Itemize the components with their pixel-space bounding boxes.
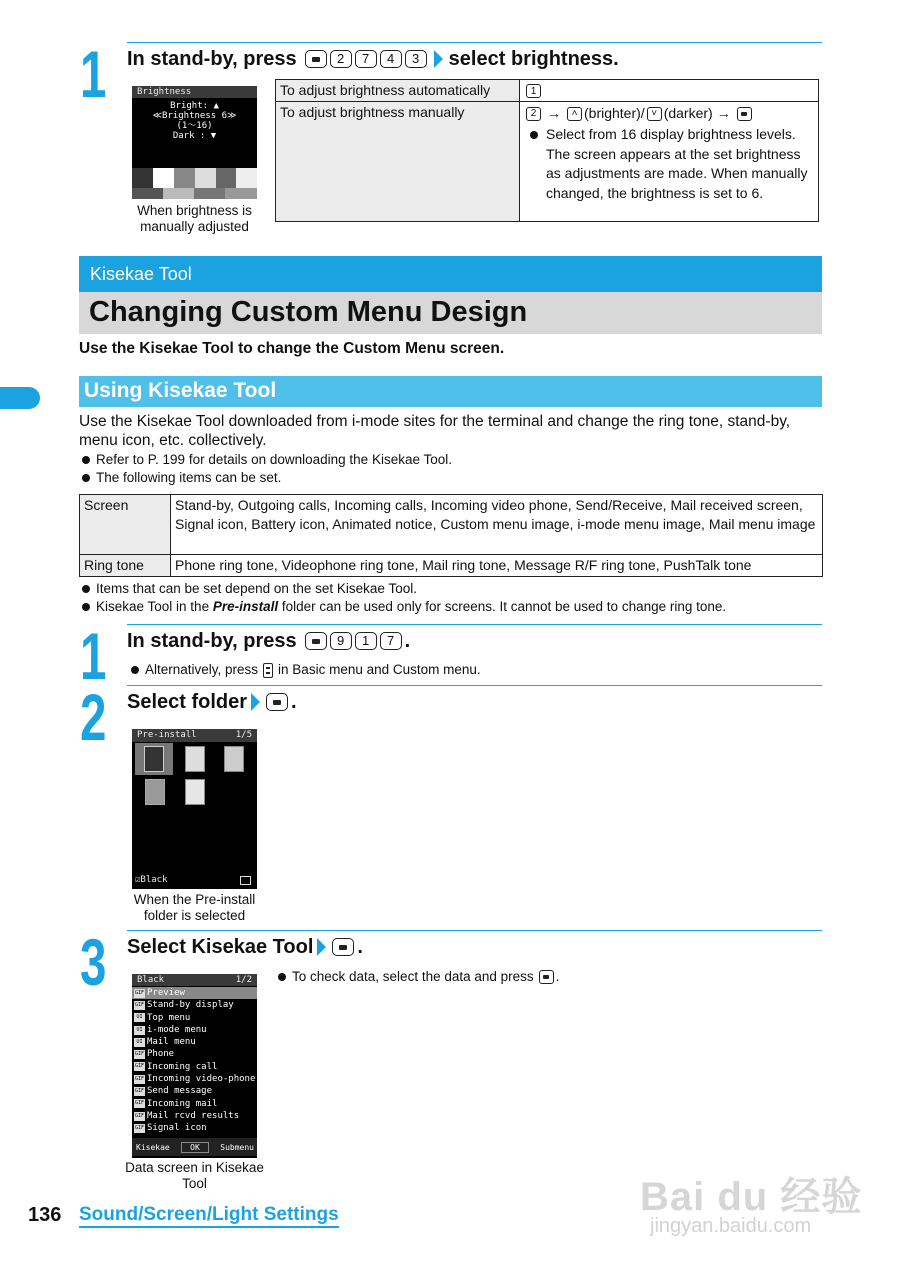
- check-icon: ☑: [135, 875, 141, 885]
- file-type-icon: UI: [134, 1013, 145, 1022]
- bullet-item: The following items can be set.: [80, 469, 820, 487]
- subsection-title: Using Kisekae Tool: [84, 379, 277, 402]
- thumbnail: [145, 779, 165, 805]
- menu-icon: [263, 663, 273, 678]
- key-1: 1: [355, 632, 377, 650]
- screen-caption: Data screen in Kisekae Tool: [125, 1160, 264, 1191]
- list-item[interactable]: [132, 999, 257, 1011]
- data-list: [132, 987, 257, 1135]
- list-item[interactable]: [132, 1061, 257, 1073]
- preinstall-screen: [132, 729, 257, 889]
- screen-header: Black 1/2: [132, 974, 257, 986]
- list-item-label: Signal icon: [147, 1123, 207, 1134]
- brightness-info: Bright: ▲ ≪Brightness 6≫ (1〜16) Dark : ▼: [152, 101, 237, 141]
- section-category-bar: [79, 256, 822, 292]
- soft-key-left: Kisekae: [136, 1142, 170, 1152]
- list-item[interactable]: [132, 1012, 257, 1024]
- arrow-right-icon: [317, 938, 326, 956]
- step-number: 1: [80, 37, 105, 111]
- items-table: [79, 494, 823, 577]
- list-item[interactable]: [132, 1098, 257, 1110]
- list-item-label: Mail menu: [147, 1037, 196, 1048]
- table-cell-label: To adjust brightness automatically: [276, 80, 520, 102]
- step-note: To check data, select the data and press .: [276, 968, 816, 986]
- list-item[interactable]: [132, 987, 257, 999]
- thumbnail: [185, 746, 205, 772]
- file-type-icon: GIF: [134, 1051, 145, 1058]
- arrow-icon: →: [716, 105, 731, 121]
- side-tab: [0, 387, 40, 409]
- key-7: 7: [380, 632, 402, 650]
- list-item[interactable]: [132, 1085, 257, 1097]
- file-type-icon: GIF: [134, 989, 145, 996]
- list-item-label: Top menu: [147, 1012, 191, 1023]
- bullet-item: Kisekae Tool in the Pre-install folder can be used only for screens. It cannot be used to change ring tone.: [80, 598, 820, 616]
- step-divider: [127, 42, 822, 43]
- folder-label: ☑Black: [135, 875, 168, 885]
- table-cell-label: To adjust brightness manually: [276, 102, 520, 222]
- table-cell-value: 2 → ˄ (brighter)/ ˅ (darker) → Select from 16 display brightness levels. The screen appears at the set brightness as adjustments are made. When manually changed, the brightness is set to 6.: [520, 102, 819, 222]
- thumbnail: [185, 779, 205, 805]
- list-item-label: Preview: [147, 988, 185, 998]
- file-type-icon: GIF: [134, 1100, 145, 1107]
- key-7: 7: [355, 50, 377, 68]
- list-item-label: Incoming call: [147, 1061, 218, 1072]
- arrow-icon: →: [547, 105, 561, 121]
- file-type-icon: GIF: [134, 1124, 145, 1131]
- list-item-label: Stand-by display: [147, 1000, 234, 1011]
- chapter-link[interactable]: Sound/Screen/Light Settings: [79, 1204, 339, 1228]
- step-note: Alternatively, press in Basic menu and Custom menu.: [129, 661, 819, 679]
- section-category: Kisekae Tool: [90, 264, 192, 284]
- menu-key-icon: [332, 938, 354, 956]
- list-item-label: i-mode menu: [147, 1024, 207, 1035]
- soft-key-right: Submenu: [220, 1142, 254, 1152]
- down-key-icon: ˅: [647, 107, 662, 121]
- menu-key-icon: [305, 50, 327, 68]
- file-type-icon: UI: [134, 1026, 145, 1035]
- watermark-url: jingyan.baidu.com: [650, 1215, 812, 1237]
- key-1: 1: [526, 84, 541, 98]
- list-item[interactable]: [132, 1110, 257, 1122]
- key-9: 9: [330, 632, 352, 650]
- table-cell-label: Ring tone: [80, 555, 171, 577]
- key-3: 3: [405, 50, 427, 68]
- screen-caption: When brightness is manually adjusted: [137, 203, 252, 234]
- list-item-label: Incoming video-phone: [147, 1074, 256, 1085]
- step-number: 3: [80, 925, 105, 999]
- thumbnail: [144, 746, 164, 772]
- step-number: 2: [80, 680, 105, 754]
- gif-icon: [240, 876, 251, 885]
- file-type-icon: UI: [134, 1038, 145, 1047]
- list-item-label: Mail rcvd results: [147, 1110, 240, 1121]
- table-cell-value: Phone ring tone, Videophone ring tone, Mail ring tone, Message R/F ring tone, PushTalk tone: [171, 555, 823, 577]
- list-item-label: Send message: [147, 1086, 213, 1097]
- file-type-icon: GIF: [134, 1063, 145, 1070]
- list-item[interactable]: [132, 1024, 257, 1036]
- screen-header: Brightness: [132, 86, 257, 98]
- bullet-item: Refer to P. 199 for details on downloading the Kisekae Tool.: [80, 451, 820, 469]
- table-cell-value: [520, 80, 819, 102]
- soft-key-bar: [132, 1138, 257, 1156]
- page-number: 136: [28, 1204, 62, 1226]
- key-4: 4: [380, 50, 402, 68]
- menu-key-icon: [539, 970, 554, 984]
- step-title: [127, 47, 619, 71]
- screen-header: Pre-install 1/5: [132, 729, 257, 742]
- brightness-screen: [132, 86, 257, 199]
- step-divider: [127, 685, 822, 686]
- data-screen: [132, 974, 257, 1158]
- bullet-item: Items that can be set depend on the set Kisekae Tool.: [80, 580, 820, 598]
- step-divider: [127, 624, 822, 625]
- step-title: Select folder .: [127, 691, 297, 713]
- menu-key-icon: [266, 693, 288, 711]
- key-2: 2: [526, 107, 541, 121]
- step-title-post: select brightness.: [448, 48, 619, 70]
- folder-name: Pre-install: [212, 599, 279, 614]
- menu-key-icon: [305, 632, 327, 650]
- file-type-icon: GIF: [134, 1075, 145, 1082]
- list-item[interactable]: [132, 1036, 257, 1048]
- table-cell-label: Screen: [80, 495, 171, 555]
- menu-key-icon: [737, 107, 752, 121]
- step-divider: [127, 930, 822, 931]
- watermark-logo: Bai du 经验: [640, 1175, 863, 1219]
- subsection-bar: [79, 376, 822, 407]
- step-title: In stand-by, press 9 1 7 .: [127, 630, 411, 652]
- brightness-note: Select from 16 display brightness levels. The screen appears at the set brightness as adjustments are made. When manually changed, the brightness is set to 6.: [524, 125, 814, 203]
- section-intro: Use the Kisekae Tool to change the Custom Menu screen.: [79, 340, 505, 357]
- list-item-label: Phone: [147, 1049, 175, 1060]
- step-title: Select Kisekae Tool .: [127, 936, 363, 958]
- brightness-table: [275, 79, 819, 222]
- arrow-right-icon: [251, 693, 260, 711]
- thumbnail: [224, 746, 244, 772]
- file-type-icon: GIF: [134, 1088, 145, 1095]
- file-type-icon: GIF: [134, 1112, 145, 1119]
- step-number: 1: [80, 619, 105, 693]
- key-2: 2: [330, 50, 352, 68]
- list-item[interactable]: [132, 1048, 257, 1060]
- step-title-text: In stand-by, press: [127, 48, 297, 70]
- list-item[interactable]: [132, 1073, 257, 1085]
- arrow-right-icon: [434, 50, 443, 68]
- screen-caption: When the Pre-install folder is selected: [133, 892, 256, 923]
- subsection-paragraph: Use the Kisekae Tool downloaded from i-mode sites for the terminal and change the ring tone, stand-by, menu icon, etc. collectively.: [79, 413, 791, 449]
- list-item-label: Incoming mail: [147, 1098, 218, 1109]
- page-title: Changing Custom Menu Design: [89, 296, 528, 328]
- file-type-icon: GIF: [134, 1001, 145, 1008]
- section-title-bar: [79, 292, 822, 334]
- list-item[interactable]: [132, 1122, 257, 1134]
- up-key-icon: ˄: [567, 107, 582, 121]
- table-cell-value: Stand-by, Outgoing calls, Incoming calls, Incoming video phone, Send/Receive, Mail received screen, Signal icon, Battery icon, Animated notice, Custom menu image, i-mode menu image, Mail menu image: [171, 495, 823, 555]
- soft-key-center: OK: [181, 1142, 209, 1153]
- brightness-swatches: [132, 168, 257, 199]
